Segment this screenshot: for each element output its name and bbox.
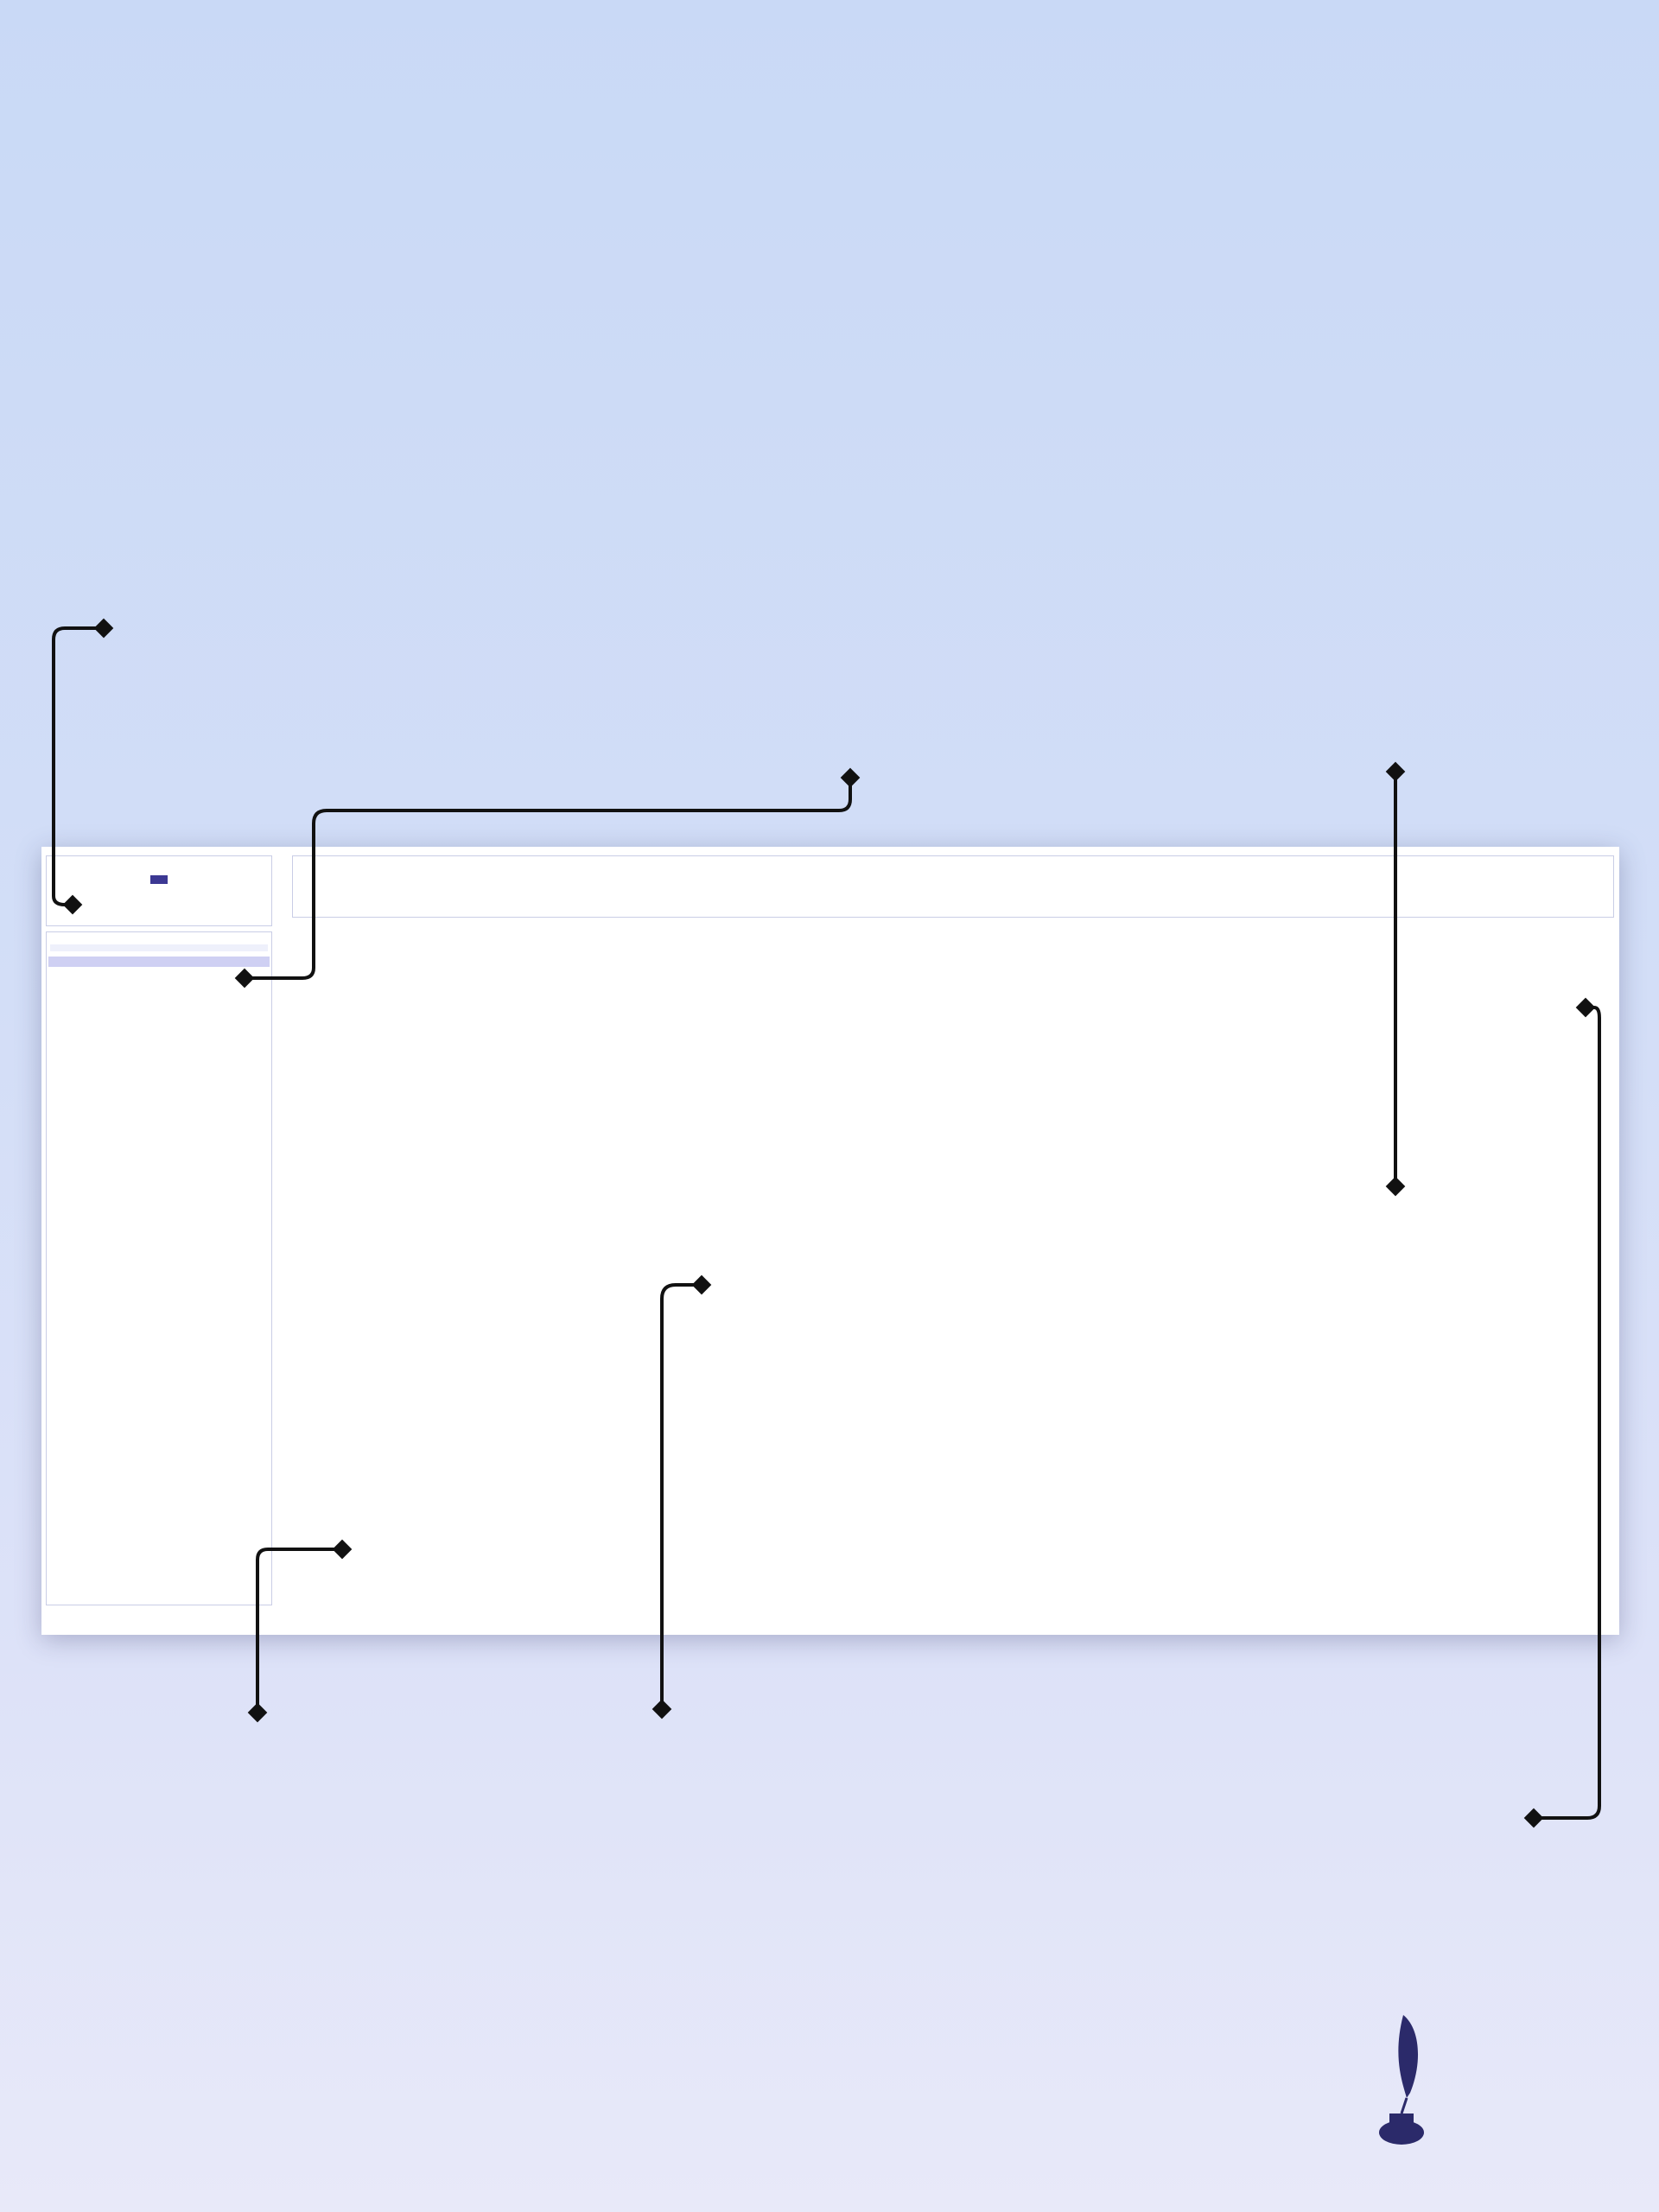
clear-box — [46, 855, 272, 926]
connector-4-end — [248, 1703, 268, 1723]
start-label — [47, 932, 271, 939]
connector-5-end — [652, 1700, 672, 1719]
list-done-row — [47, 1146, 271, 1156]
connector-2-start — [841, 768, 861, 788]
progress-bar-chart — [52, 989, 266, 1110]
connector-6-end — [1524, 1808, 1544, 1828]
progress-chart-title — [47, 977, 271, 984]
planner-sheet — [41, 847, 1619, 1635]
quill-logo-icon — [1369, 2003, 1619, 2158]
left-panel — [46, 855, 272, 1628]
habits-title — [47, 1113, 271, 1125]
connector-1-start — [94, 619, 114, 639]
start-date-select[interactable] — [50, 944, 268, 951]
weekly-list-title — [47, 1135, 271, 1146]
month-title — [48, 957, 270, 967]
connector-3-start — [1386, 762, 1406, 782]
habits-done-row — [47, 1125, 271, 1135]
calendar-box — [46, 931, 272, 1605]
clear-planner-button[interactable] — [150, 875, 168, 884]
day-columns — [292, 935, 1619, 1626]
planner-title — [292, 855, 1614, 918]
